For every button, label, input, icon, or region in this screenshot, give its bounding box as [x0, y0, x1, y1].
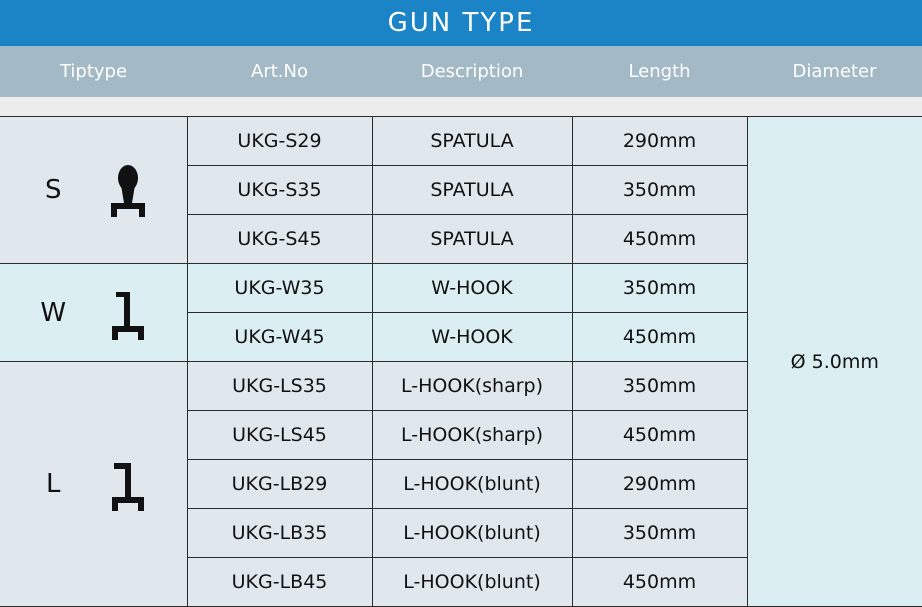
art-no-cell: UKG-LB35 — [187, 509, 372, 558]
table-title — [0, 0, 922, 46]
tiptype-cell-l — [0, 362, 187, 607]
art-no-cell: UKG-W35 — [187, 264, 372, 313]
header-tiptype: Tiptype — [59, 61, 128, 82]
length-cell: 450mm — [572, 411, 747, 460]
tiptype-letter: W — [40, 297, 67, 328]
length-cell: 290mm — [572, 117, 747, 166]
tiptype-letter: S — [44, 175, 62, 205]
art-no-cell: UKG-S45 — [187, 215, 372, 264]
header-description: Description — [420, 61, 524, 82]
title-text: GUN TYPE — [387, 8, 535, 38]
length-cell: 350mm — [572, 264, 747, 313]
description-cell: W-HOOK — [372, 313, 572, 362]
description-cell: L-HOOK(blunt) — [372, 460, 572, 509]
description-cell: SPATULA — [372, 215, 572, 264]
gun-type-table — [0, 116, 922, 607]
tiptype-letter: L — [46, 469, 61, 499]
length-cell: 350mm — [572, 509, 747, 558]
length-cell: 290mm — [572, 460, 747, 509]
art-no-cell: UKG-LB29 — [187, 460, 372, 509]
description-cell: L-HOOK(blunt) — [372, 509, 572, 558]
tiptype-cell-w — [0, 264, 187, 362]
header-artno: Art.No — [251, 61, 308, 82]
table-row — [0, 117, 922, 166]
header-length: Length — [628, 61, 691, 82]
description-cell: SPATULA — [372, 117, 572, 166]
header-row — [0, 46, 922, 97]
header-spacer — [0, 97, 922, 116]
description-cell: L-HOOK(blunt) — [372, 558, 572, 607]
length-cell: 450mm — [572, 558, 747, 607]
art-no-cell: UKG-W45 — [187, 313, 372, 362]
header-diameter: Diameter — [792, 61, 877, 82]
l-hook-tip-icon — [108, 455, 148, 513]
length-cell: 350mm — [572, 362, 747, 411]
length-cell: 350mm — [572, 166, 747, 215]
w-hook-tip-icon — [108, 284, 148, 342]
description-cell: L-HOOK(sharp) — [372, 411, 572, 460]
description-cell: W-HOOK — [372, 264, 572, 313]
art-no-cell: UKG-S29 — [187, 117, 372, 166]
art-no-cell: UKG-LB45 — [187, 558, 372, 607]
art-no-cell: UKG-LS45 — [187, 411, 372, 460]
spatula-tip-icon — [108, 161, 148, 219]
description-cell: SPATULA — [372, 166, 572, 215]
length-cell: 450mm — [572, 313, 747, 362]
art-no-cell: UKG-LS35 — [187, 362, 372, 411]
diameter-cell: Ø 5.0mm — [747, 117, 922, 607]
tiptype-cell-s — [0, 117, 187, 264]
art-no-cell: UKG-S35 — [187, 166, 372, 215]
description-cell: L-HOOK(sharp) — [372, 362, 572, 411]
length-cell: 450mm — [572, 215, 747, 264]
